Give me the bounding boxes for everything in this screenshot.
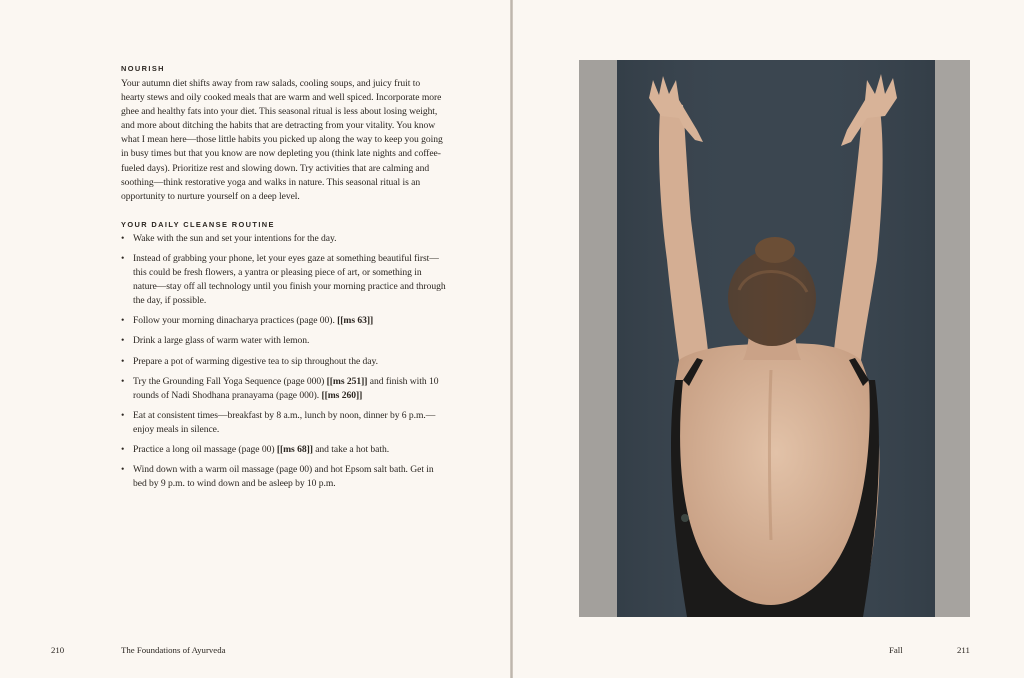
- routine-item-text: Wake with the sun and set your intentions for the day.: [133, 232, 337, 244]
- bullet-icon: •: [121, 355, 125, 367]
- left-page: [0, 0, 511, 678]
- routine-item-text: Practice a long oil massage (page 00): [133, 443, 277, 455]
- bullet-icon: •: [121, 335, 125, 347]
- bullet-icon: •: [121, 375, 125, 387]
- routine-list: [121, 232, 446, 491]
- bullet-icon: •: [121, 232, 125, 244]
- routine-item-text: Eat at consistent times—breakfast by 8 a.m., lunch by noon, dinner by 6 p.m.—enjoy meals in silence.: [133, 409, 436, 435]
- routine-item: [121, 252, 446, 308]
- routine-item: [121, 375, 446, 403]
- running-title-left: The Foundations of Ayurveda: [121, 645, 226, 655]
- routine-item-text: and take a hot bath.: [312, 443, 390, 455]
- routine-item: [121, 443, 446, 457]
- routine-item-text: Try the Grounding Fall Yoga Sequence (page 000): [133, 375, 327, 387]
- bullet-icon: •: [121, 443, 125, 455]
- section-heading-routine: YOUR DAILY CLEANSE ROUTINE: [121, 219, 275, 229]
- bullet-icon: •: [121, 252, 125, 264]
- nourish-paragraph: Your autumn diet shifts away from raw salads, cooling soups, and juicy fruit to hearty stews and oily cooked meals that are warm and well spiced. Incorporate more ghee and healthy fats into your diet. This seasonal ritual is less about losing weight, and more about ditching the habits that are detracting from your vitality. You know what I mean here—those little habits you picked up along the way to keep you going in busy times but that you know are now depleting you (think late nights and coffee-fueled days). Prioritize rest and slowing down. Try activities that are calming and soothing—think restorative yoga and walks in nature. This seasonal ritual is an opportunity to nurture yourself on a deep level.: [121, 78, 443, 202]
- routine-item-text: Prepare a pot of warming digestive tea to sip throughout the day.: [133, 355, 378, 367]
- running-title-right: Fall: [889, 645, 903, 655]
- manuscript-ref: [[ms 63]]: [337, 315, 374, 327]
- right-page: [513, 0, 1024, 678]
- routine-item-text: Drink a large glass of warm water with lemon.: [133, 335, 310, 347]
- routine-item: [121, 334, 446, 348]
- routine-item: [121, 314, 446, 328]
- routine-item-text: Wind down with a warm oil massage (page 00) and hot Epsom salt bath. Get in bed by 9 p.m. to wind down and be asleep by 10 p.m.: [133, 464, 434, 490]
- page-number-right: 211: [957, 645, 970, 655]
- section-heading-nourish: NOURISH: [121, 64, 165, 73]
- manuscript-ref: [[ms 260]]: [321, 389, 363, 401]
- routine-item-text: and finish with 10 rounds of Nadi Shodhana pranayama (page 000).: [133, 375, 439, 401]
- bullet-icon: •: [121, 464, 125, 476]
- routine-item-text: Instead of grabbing your phone, let your eyes gaze at something beautiful first—this could be fresh flowers, a yantra or pleasing piece of art, or something in nature—stay off all technology until you finish your morning practice and through the day, if possible.: [133, 252, 446, 307]
- yoga-photo: [579, 60, 970, 617]
- routine-item: [121, 463, 446, 491]
- routine-item-text: Follow your morning dinacharya practices (page 00).: [133, 315, 338, 327]
- manuscript-ref: [[ms 68]]: [276, 443, 313, 455]
- routine-item: [121, 355, 446, 369]
- routine-item: [121, 232, 446, 246]
- bullet-icon: •: [121, 409, 125, 421]
- bullet-icon: •: [121, 315, 125, 327]
- routine-item: [121, 409, 446, 437]
- page-number-left: 210: [51, 645, 65, 655]
- manuscript-ref: [[ms 251]]: [326, 375, 368, 387]
- left-page-content: [121, 64, 446, 497]
